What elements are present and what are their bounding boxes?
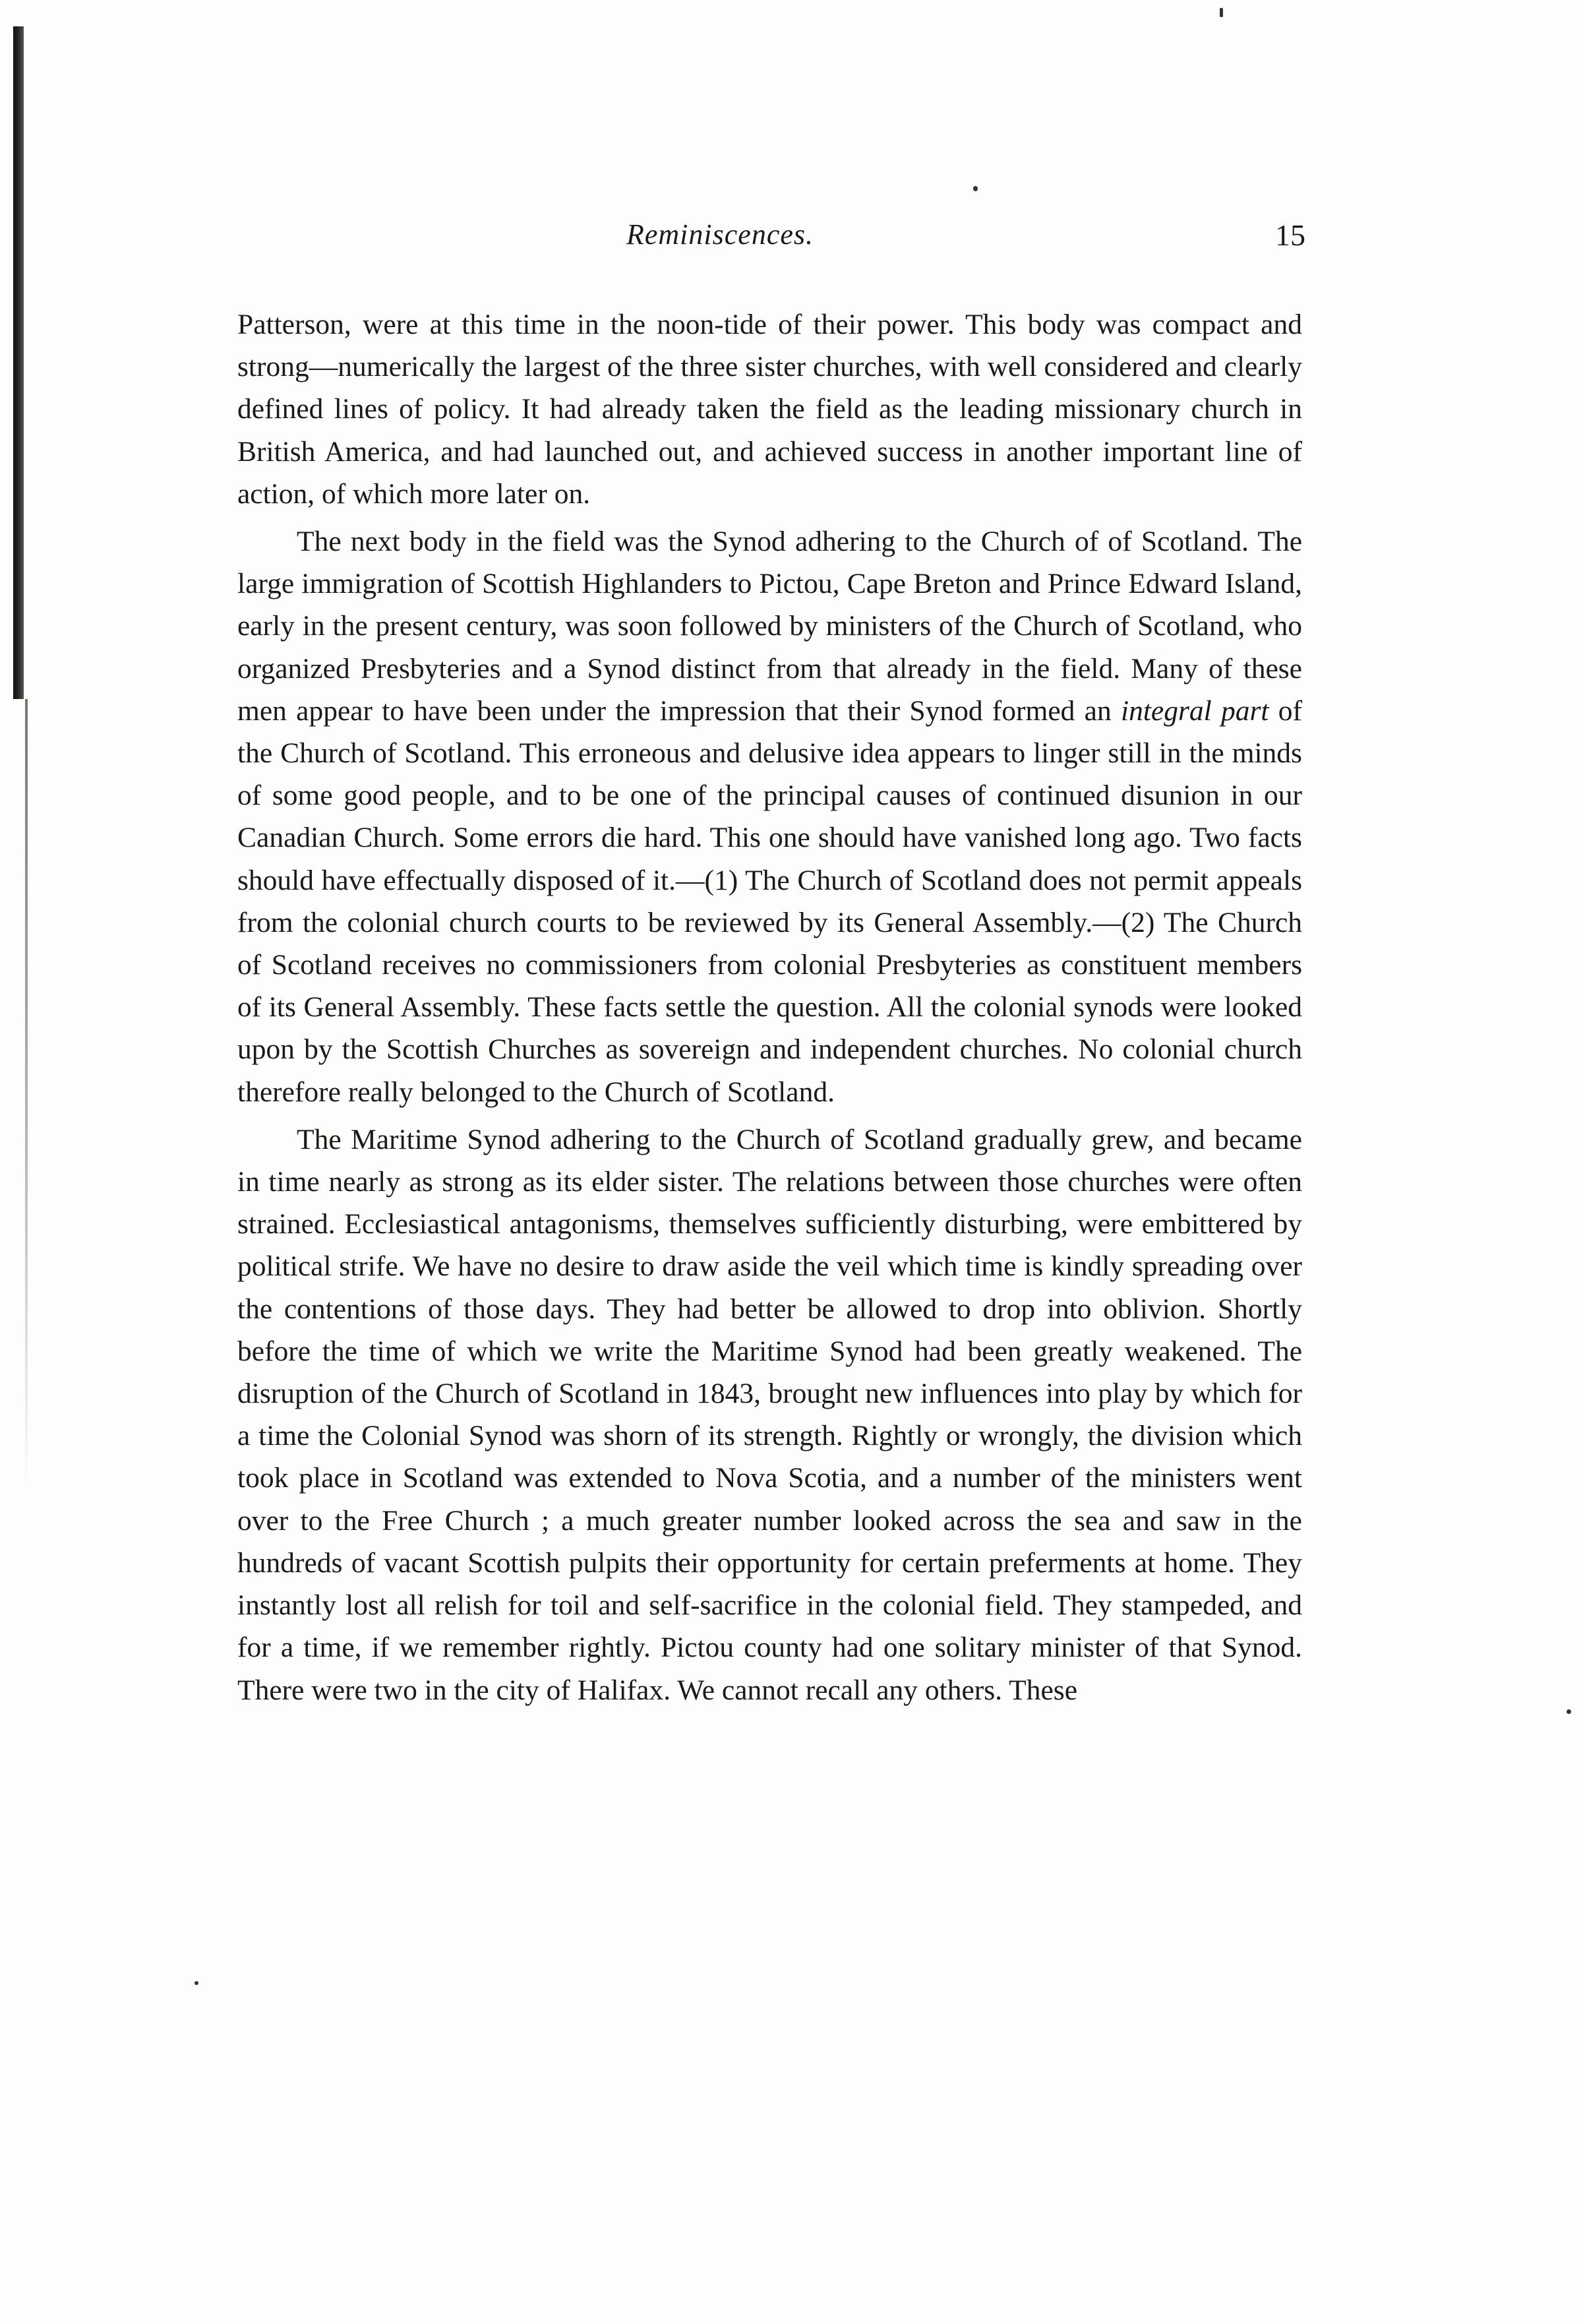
scan-speck xyxy=(1220,8,1223,17)
paragraph-3: The Maritime Synod adhering to the Church of Scotland gradually grew, and became in time nearly as strong as its elder sister. The relations between those churches were often strained. Ecclesiastical antagonisms, themselves sufficiently disturbing, were embittered by political strife. We have no desire to draw aside the veil which time is kindly spreading over the contentions of those days. They had better be allowed to drop into oblivion. Shortly before the time of which we write the Maritime Synod had been greatly weakened. The disruption of the Church of Scotland in 1843, brought new influences into play by which for a time the Colonial Synod was shorn of its strength. Rightly or wrongly, the division which took place in Scotland was extended to Nova Scotia, and a number of the ministers went over to the Free Church ; a much greater number looked across the sea and saw in the hundreds of vacant Scottish pulpits their opportunity for certain preferments at home. They instantly lost all relish for toil and self-sacrifice in the colonial field. They stampeded, and for a time, if we remember rightly. Pictou county had one solitary minister of that Synod. There were two in the city of Halifax. We cannot recall any others. These xyxy=(237,1123,1302,1706)
body-text xyxy=(237,303,1302,1711)
paragraph-2 xyxy=(237,520,1302,1113)
paragraph-2-text-before: The next body in the field was the Synod adhering to the Church of of Scotland. The large immigration of Scottish Highlanders to Pictou, Cape Breton and Prince Edward Island, early in the present century, was soon followed by ministers of the Church of Scotland, who organized Presbyteries and a Synod distinct from that already in the field. Many of these men appear to have been under the impression that their Synod formed an xyxy=(237,526,1302,727)
scan-speck xyxy=(973,186,978,191)
running-title: Reminiscences. xyxy=(626,218,814,251)
scan-speck xyxy=(194,1981,198,1985)
binding-shadow xyxy=(25,699,28,1490)
page-header xyxy=(237,218,1305,264)
page-number: 15 xyxy=(1275,218,1305,252)
paragraph-1: Patterson, were at this time in the noon-tide of their power. This body was compact and strong—numerically the largest of the three sister churches, with well considered and clearly defined lines of policy. It had already taken the field as the leading missionary church in British America, and had launched out, and achieved success in another important line of action, of which more later on. xyxy=(237,309,1302,510)
paragraph-2-text-after: of the Church of Scotland. This erroneous and delusive idea appears to linger still in the minds of some good people, and to be one of the principal causes of continued disunion in our Canadian Church. Some errors die hard. This one should have vanished long ago. Two facts should have effectually disposed of it.—(1) The Church of Scotland does not permit appeals from the colonial church courts to be reviewed by its General Assembly.—(2) The Church of Scotland receives no commissioners from colonial Presbyteries as constituent members of its General Assembly. These facts settle the question. All the colonial synods were looked upon by the Scottish Churches as sovereign and independent churches. No colonial church therefore really belonged to the Church of Scotland. xyxy=(237,694,1302,1108)
paragraph-2-emphasis: integral part xyxy=(1120,694,1269,727)
scan-speck xyxy=(1567,1709,1571,1714)
binding-edge xyxy=(13,26,24,699)
